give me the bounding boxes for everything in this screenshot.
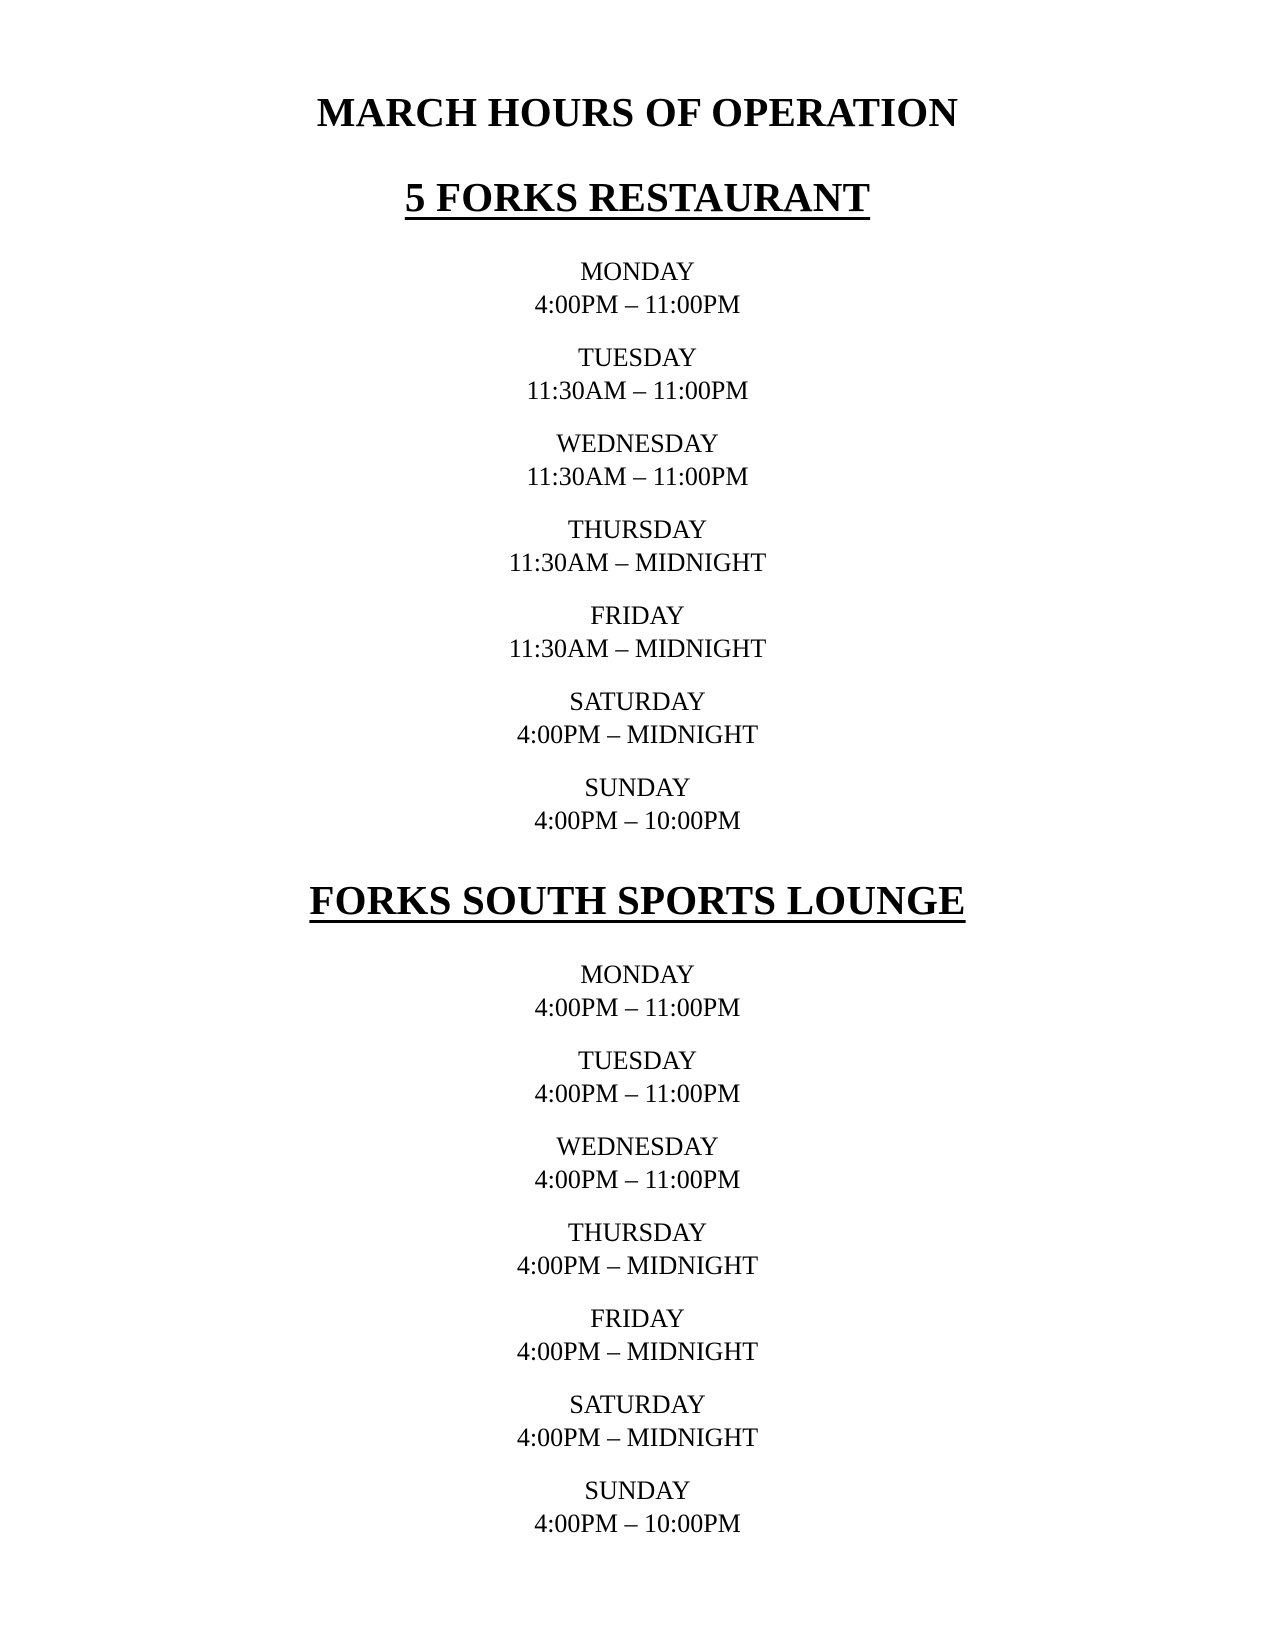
day-name: TUESDAY (578, 1046, 697, 1075)
day-name: THURSDAY (567, 515, 708, 544)
schedule-day (0, 513, 1275, 599)
day-hours: 4:00PM – MIDNIGHT (516, 720, 759, 749)
section-title-lounge: FORKS SOUTH SPORTS LOUNGE (309, 877, 966, 923)
schedule-day (0, 771, 1275, 857)
day-hours: 4:00PM – 10:00PM (534, 806, 741, 835)
day-name: FRIDAY (590, 601, 685, 630)
schedule-day (0, 341, 1275, 427)
day-name: TUESDAY (578, 343, 697, 372)
day-name: MONDAY (580, 257, 695, 286)
day-hours: 4:00PM – MIDNIGHT (516, 1251, 759, 1280)
day-hours: 11:30AM – MIDNIGHT (508, 634, 767, 663)
day-name: MONDAY (580, 960, 695, 989)
day-name: THURSDAY (567, 1218, 708, 1247)
schedule-day (0, 427, 1275, 513)
schedule-day (0, 1044, 1275, 1130)
day-name: SATURDAY (569, 1390, 706, 1419)
schedule-day (0, 685, 1275, 771)
page-title: MARCH HOURS OF OPERATION (316, 89, 959, 135)
day-name: SUNDAY (584, 1476, 691, 1505)
section-title-restaurant: 5 FORKS RESTAURANT (404, 174, 871, 220)
day-hours: 4:00PM – MIDNIGHT (516, 1337, 759, 1366)
day-hours: 11:30AM – MIDNIGHT (508, 548, 767, 577)
schedule-day (0, 1130, 1275, 1216)
day-hours: 4:00PM – MIDNIGHT (516, 1423, 759, 1452)
schedule-day (0, 1474, 1275, 1560)
restaurant-schedule (0, 255, 1275, 857)
schedule-day (0, 255, 1275, 341)
lounge-schedule (0, 958, 1275, 1560)
schedule-day (0, 1216, 1275, 1302)
day-hours: 4:00PM – 11:00PM (534, 1165, 741, 1194)
day-name: WEDNESDAY (556, 1132, 719, 1161)
day-hours: 4:00PM – 11:00PM (534, 993, 741, 1022)
day-hours: 4:00PM – 11:00PM (534, 1079, 741, 1108)
schedule-day (0, 958, 1275, 1044)
schedule-day (0, 599, 1275, 685)
day-hours: 11:30AM – 11:00PM (526, 462, 749, 491)
schedule-day (0, 1388, 1275, 1474)
day-name: FRIDAY (590, 1304, 685, 1333)
day-name: SUNDAY (584, 773, 691, 802)
schedule-day (0, 1302, 1275, 1388)
day-name: SATURDAY (569, 687, 706, 716)
day-name: WEDNESDAY (556, 429, 719, 458)
day-hours: 11:30AM – 11:00PM (526, 376, 749, 405)
day-hours: 4:00PM – 10:00PM (534, 1509, 741, 1538)
day-hours: 4:00PM – 11:00PM (534, 290, 741, 319)
